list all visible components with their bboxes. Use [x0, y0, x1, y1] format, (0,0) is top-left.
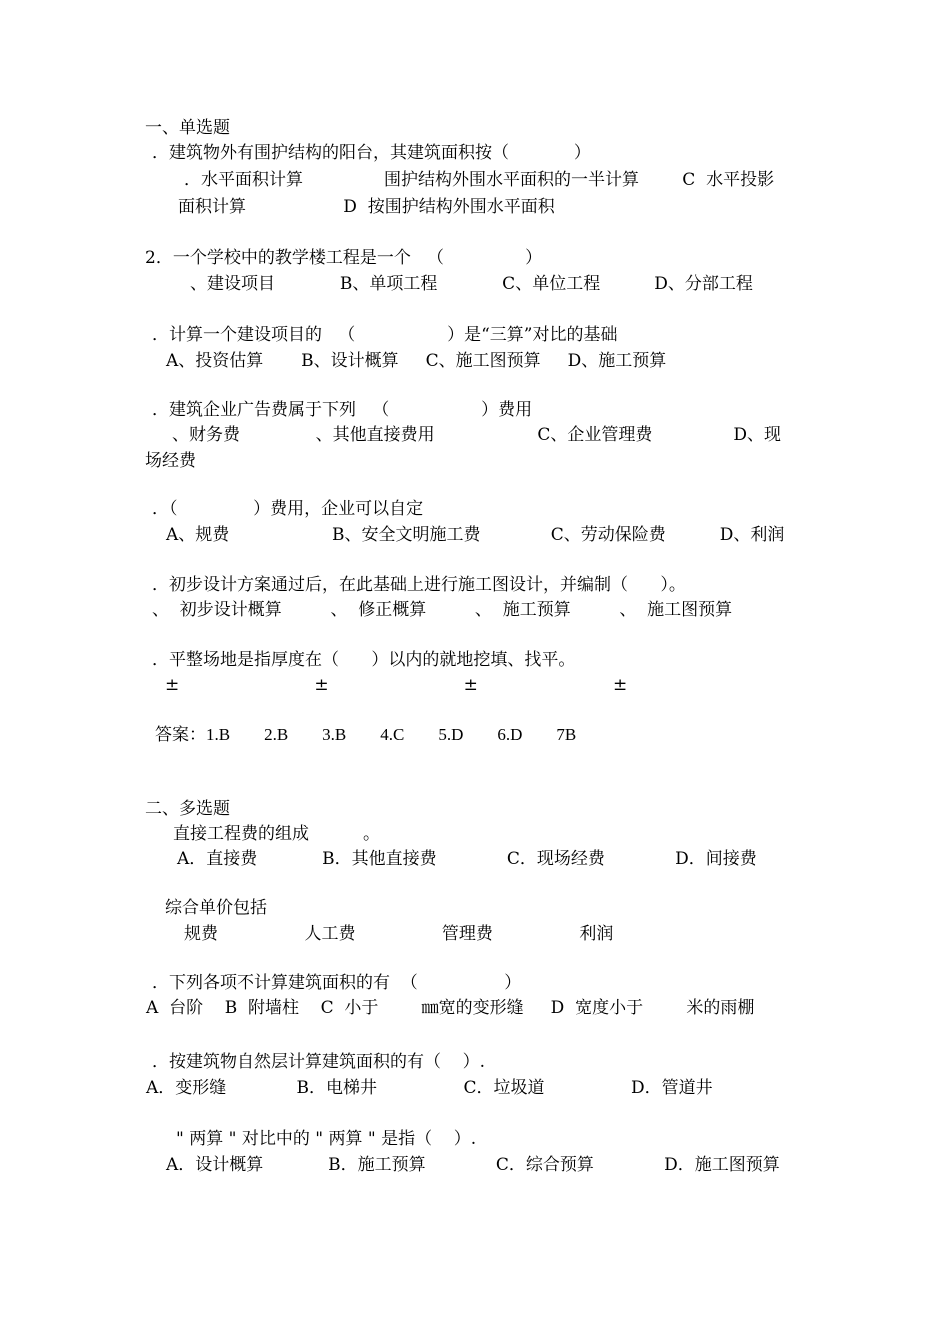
- question-options: ± ± ± ±: [165, 675, 628, 695]
- question-options: 场经费: [145, 451, 196, 471]
- question-stem: 直接工程费的组成 。: [173, 824, 381, 844]
- question-stem: ．下列各项不计算建筑面积的有 （ ）: [152, 973, 522, 993]
- question-stem: 2．一个学校中的教学楼工程是一个 （ ）: [145, 248, 543, 268]
- question-stem: " 两算 " 对比中的 " 两算 " 是指（ ）.: [176, 1129, 477, 1149]
- question-options: A、投资估算 B、设计概算 C、施工图预算 D、施工预算: [166, 351, 667, 371]
- question-options: A．设计概算 B．施工预算 C．综合预算 D．施工图预算: [166, 1155, 780, 1175]
- question-stem: ．初步设计方案通过后，在此基础上进行施工图设计，并编制（ ）。: [152, 575, 686, 595]
- answer-key: 答案：1.B 2.B 3.B 4.C 5.D 6.D 7B: [155, 725, 577, 744]
- question-options: ．水平面积计算 围护结构外围水平面积的一半计算 C 水平投影: [184, 170, 775, 190]
- question-stem: ．平整场地是指厚度在（ ）以内的就地挖填、找平。: [152, 650, 576, 670]
- section-heading: 二、多选题: [145, 799, 230, 819]
- question-options: A．直接费 B．其他直接费 C．现场经费 D．间接费: [177, 849, 757, 869]
- question-options: A 台阶 B 附墙柱 C 小于 ㎜宽的变形缝 D 宽度小于 米的雨棚: [146, 998, 755, 1018]
- question-options: 、财务费 、其他直接费用 C、企业管理费 D、现: [172, 425, 782, 445]
- question-stem: ．计算一个建设项目的 （ ）是“三算”对比的基础: [152, 325, 618, 345]
- question-stem: ．按建筑物自然层计算建筑面积的有（ ）.: [152, 1052, 486, 1072]
- question-options: 、 初步设计概算 、 修正概算 、 施工预算 、 施工图预算: [152, 600, 733, 620]
- question-stem: ．建筑企业广告费属于下列 （ ）费用: [152, 400, 533, 420]
- question-options: A、规费 B、安全文明施工费 C、劳动保险费 D、利润: [166, 525, 785, 545]
- question-stem: ．（ ）费用，企业可以自定: [152, 499, 424, 519]
- question-stem: ．建筑物外有围护结构的阳台，其建筑面积按（ ）: [152, 143, 591, 163]
- question-options: 规费 人工费 管理费 利润: [184, 924, 614, 944]
- question-options: 面积计算 D 按围护结构外围水平面积: [178, 197, 555, 217]
- question-stem: 综合单价包括: [165, 898, 267, 918]
- section-heading: 一、单选题: [145, 118, 230, 138]
- question-options: 、建设项目 B、单项工程 C、单位工程 D、分部工程: [190, 274, 753, 294]
- question-options: A．变形缝 B．电梯井 C．垃圾道 D．管道井: [146, 1078, 713, 1098]
